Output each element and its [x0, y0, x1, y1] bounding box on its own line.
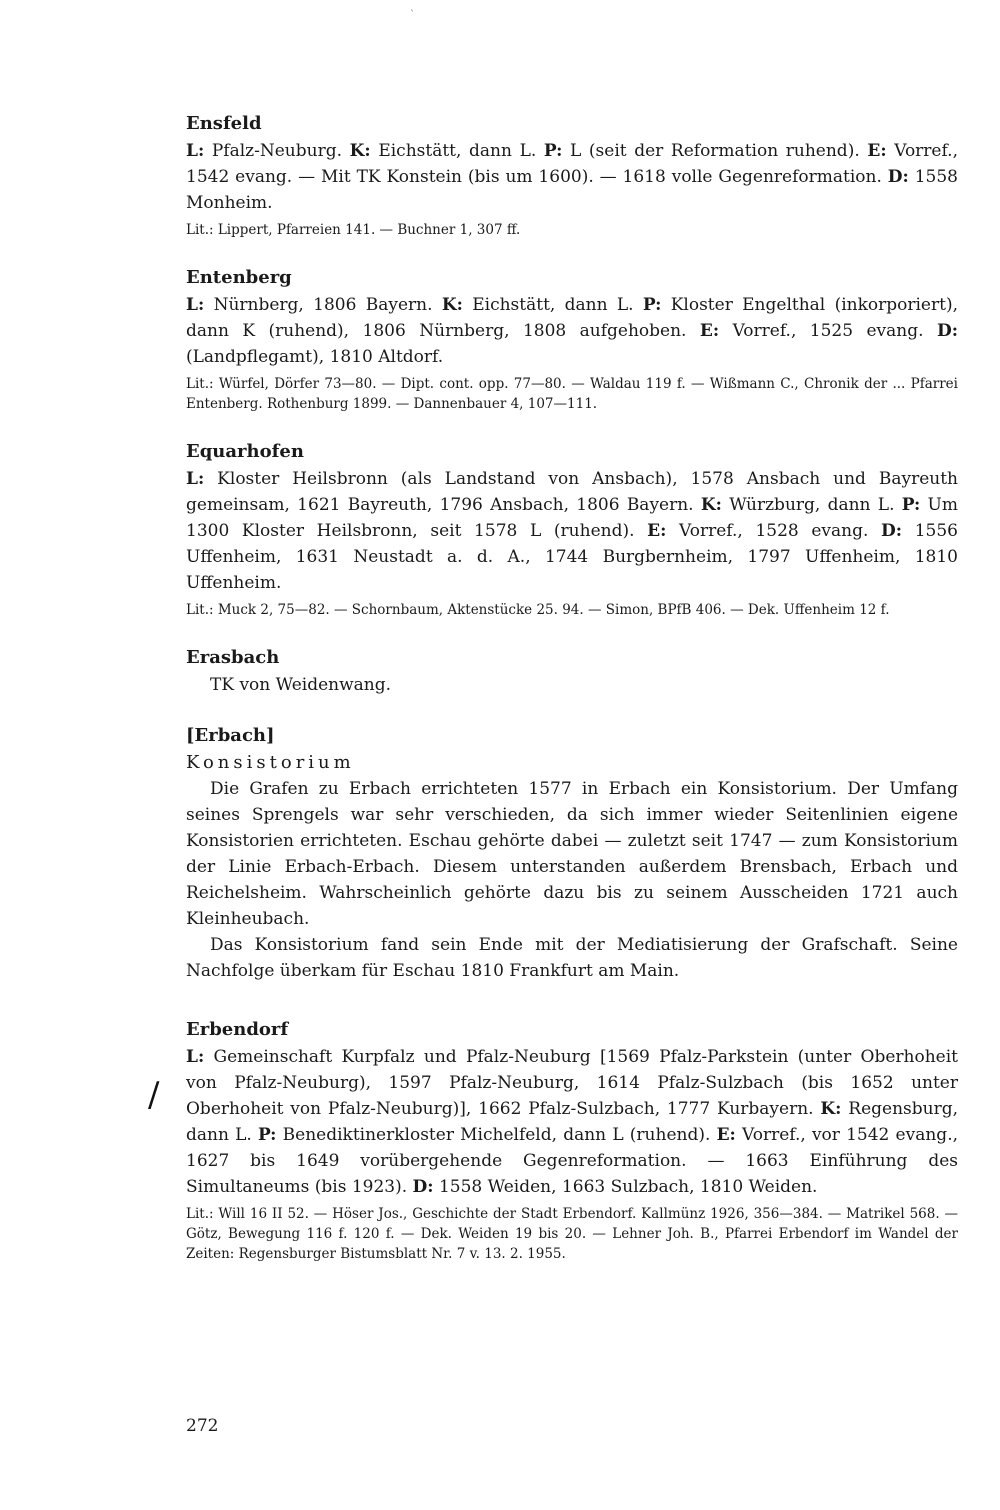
field-value: Pfalz-Neuburg. [204, 141, 350, 161]
field-key: P: [258, 1125, 277, 1145]
paragraph: Die Grafen zu Erbach errichteten 1577 in Erbach ein Konsistorium. Der Umfang seines Sprengels war sehr verschieden, da sich immer wieder Seitenlinien eigene Konsistorien errichteten. Eschau gehörte dabei — zuletzt seit 1747 — zum Konsistorium der Linie Erbach-Erbach. Diesem unterstanden außerdem Brensbach, Erbach und Reichelsheim. Wahrscheinlich gehörte dazu bis zu seinem Ausscheiden 1721 auch Kleinheubach. [186, 779, 958, 929]
entry-body [186, 292, 958, 370]
field-value: 1558 Monheim. [186, 167, 958, 213]
field-key: K: [700, 495, 722, 515]
field-key: D: [881, 521, 903, 541]
page-number: 272 [186, 1416, 219, 1436]
field-key: E: [867, 141, 887, 161]
field-value: TK von Weidenwang. [210, 675, 392, 695]
field-value: Um 1300 Kloster Heilsbronn, seit 1578 L (ruhend). [186, 495, 958, 541]
field-key: K: [820, 1099, 842, 1119]
margin-slash-mark: / [148, 1075, 160, 1115]
entry-erbach [186, 724, 958, 984]
field-value: Vorref., 1542 evang. — Mit TK Konstein (bis um 1600). — 1618 volle Gegenreformation. [186, 141, 958, 187]
literature-note: Lit.: Will 16 II 52. — Höser Jos., Geschichte der Stadt Erbendorf. Kallmünz 1926, 356—384. — Matrikel 568. — Götz, Bewegung 116 f. 120 f. — Dek. Weiden 19 bis 20. — Lehner Joh. B., Pfarrei Erbendorf im Wandel der Zeiten: Regensburger Bistumsblatt Nr. 7 v. 13. 2. 1955. [186, 1206, 958, 1262]
field-value: Gemeinschaft Kurpfalz und Pfalz-Neuburg [1569 Pfalz-Parkstein (unter Oberhoheit von Pfalz-Neuburg), 1597 Pfalz-Neuburg, 1614 Pfalz-Sulzbach (bis 1652 unter Oberhoheit von Pfalz-Neuburg)], 1662 Pfalz-Sulzbach, 1777 Kurbayern. [186, 1047, 958, 1119]
field-value: Vorref., 1525 evang. [719, 321, 937, 341]
field-value: Nürnberg, 1806 Bayern. [204, 295, 442, 315]
entry-ensfeld [186, 112, 958, 240]
field-value: Würzburg, dann L. [721, 495, 902, 515]
field-value: Vorref., vor 1542 evang., 1627 bis 1649 vorübergehende Gegenreformation. — 1663 Einführung des Simultaneums (bis 1923). [186, 1125, 958, 1197]
field-value: (Landpflegamt), 1810 Altdorf. [186, 347, 444, 367]
scan-speck: ` [410, 10, 415, 21]
entry-subheading: Konsistorium [186, 752, 355, 773]
literature-note: Lit.: Lippert, Pfarreien 141. — Buchner 1, 307 ff. [186, 222, 521, 238]
entry-body [186, 138, 958, 216]
field-value: Vorref., 1528 evang. [666, 521, 882, 541]
entry-heading: Equarhofen [186, 441, 304, 462]
field-key: D: [887, 167, 909, 187]
paragraph: Das Konsistorium fand sein Ende mit der Mediatisierung der Grafschaft. Seine Nachfolge überkam für Eschau 1810 Frankfurt am Main. [186, 935, 958, 981]
entries-column [186, 112, 958, 1290]
field-key: D: [412, 1177, 434, 1197]
field-key: E: [647, 521, 667, 541]
field-key: D: [936, 321, 959, 341]
entry-heading: Erbendorf [186, 1019, 289, 1040]
field-key: K: [349, 141, 371, 161]
entry-heading: Ensfeld [186, 113, 262, 134]
field-key: E: [699, 321, 720, 341]
field-key: P: [901, 495, 921, 515]
field-key: K: [441, 295, 463, 315]
entry-equarhofen [186, 440, 958, 620]
entry-erasbach [186, 646, 958, 698]
field-key: L: [186, 141, 205, 161]
field-key: L: [186, 295, 205, 315]
field-value: L (seit der Reformation ruhend). [562, 141, 868, 161]
entry-heading: [Erbach] [186, 725, 275, 746]
field-value: Kloster Heilsbronn (als Landstand von Ansbach), 1578 Ansbach und Bayreuth gemeinsam, 1621 Bayreuth, 1796 Ansbach, 1806 Bayern. [186, 469, 958, 515]
field-value: Kloster Engelthal (inkorporiert), dann K (ruhend), 1806 Nürnberg, 1808 aufgehoben. [186, 295, 958, 341]
entry-heading: Erasbach [186, 647, 280, 668]
literature-note: Lit.: Würfel, Dörfer 73—80. — Dipt. cont. opp. 77—80. — Waldau 119 f. — Wißmann C., Chronik der ... Pfarrei Entenberg. Rothenburg 1899. — Dannenbauer 4, 107—111. [186, 376, 958, 412]
entry-body [186, 1044, 958, 1200]
literature-note: Lit.: Muck 2, 75—82. — Schornbaum, Aktenstücke 25. 94. — Simon, BPfB 406. — Dek. Uffenheim 12 f. [186, 602, 890, 618]
field-value: Regensburg, dann L. [186, 1099, 958, 1145]
entry-heading: Entenberg [186, 267, 292, 288]
field-value: Eichstätt, dann L. [370, 141, 544, 161]
field-value: Benediktinerkloster Michelfeld, dann L (ruhend). [276, 1125, 717, 1145]
field-key: L: [186, 469, 205, 489]
field-value: 1556 Uffenheim, 1631 Neustadt a. d. A., 1744 Burgbernheim, 1797 Uffenheim, 1810 Uffenheim. [186, 521, 958, 593]
field-key: L: [186, 1047, 205, 1067]
entry-body [186, 672, 958, 698]
entry-erbendorf [186, 1018, 958, 1264]
entry-body [186, 466, 958, 596]
entry-entenberg [186, 266, 958, 414]
field-key: E: [716, 1125, 736, 1145]
field-value: Eichstätt, dann L. [462, 295, 643, 315]
field-key: P: [543, 141, 563, 161]
field-key: P: [642, 295, 662, 315]
field-value: 1558 Weiden, 1663 Sulzbach, 1810 Weiden. [433, 1177, 818, 1197]
